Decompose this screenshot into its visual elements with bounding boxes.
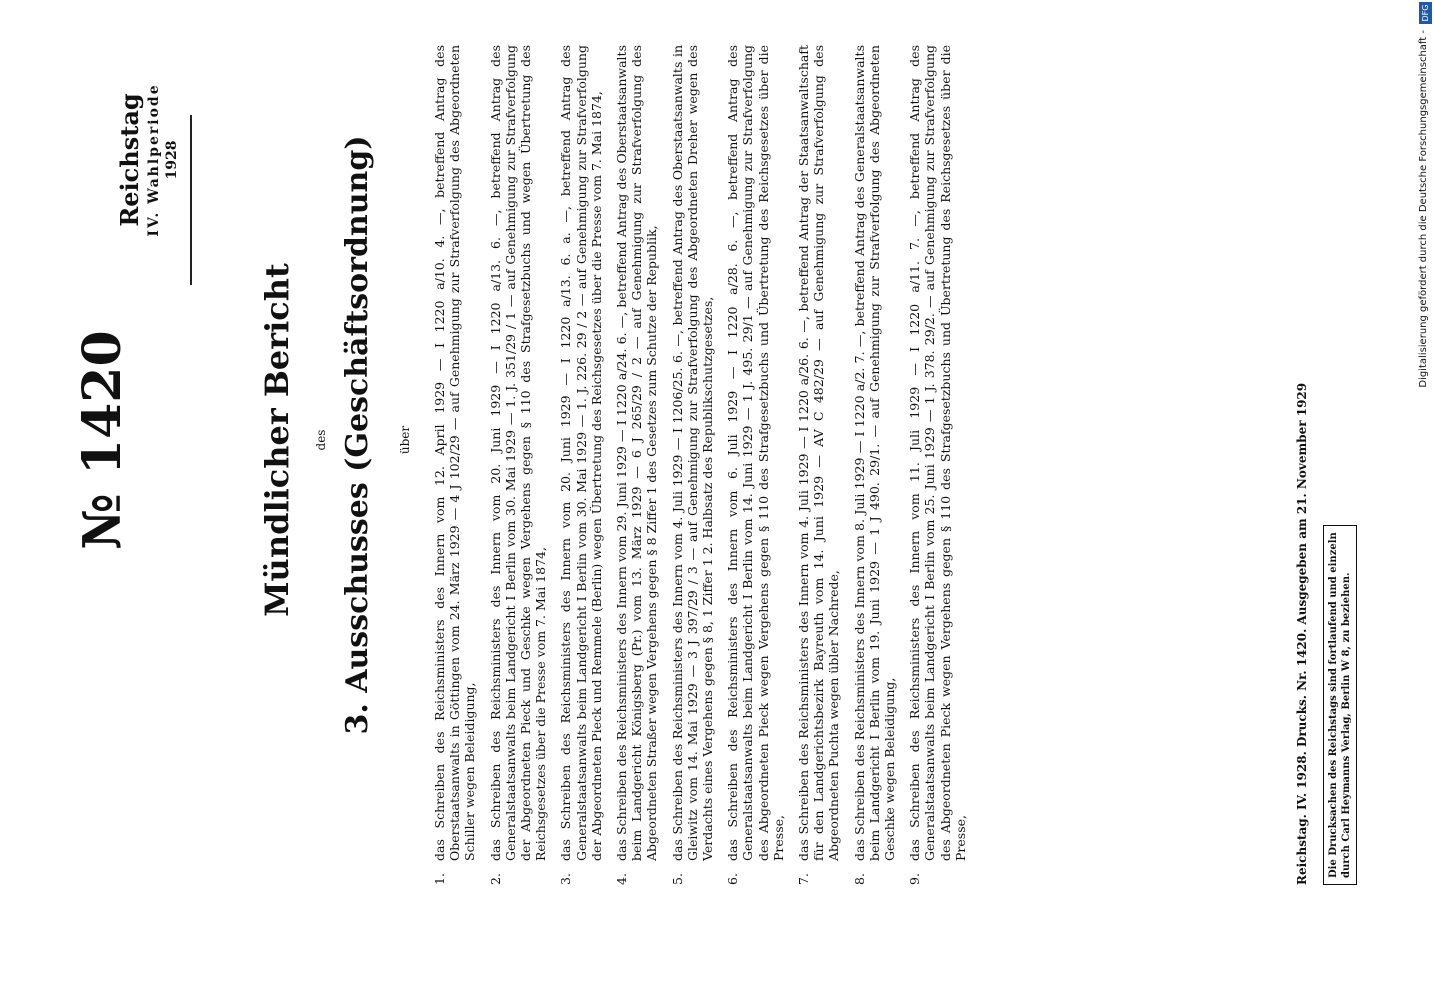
- item-text: das Schreiben des Reichsministers des Innern vom 6. Juli 1929 — I 1220 a/28. 6. —, betreffend Antrag des Generalstaatsanwalts beim Landgericht I Berlin vom 14. Juni 1929 — 1 J. 495. 29/1 — auf Genehmigung zur Strafverfolgung des Abgeordneten Pieck wegen Vergehens gegen § 110 des Strafgesetzbuchs und Übertretung des Reichsgesetzes über die Presse,: [725, 45, 786, 861]
- item-text: das Schreiben des Reichsministers des Innern vom 11. Juli 1929 — I 1220 a/11. 7. —, betreffend Antrag des Generalstaatsanwalts beim Landgericht I Berlin vom 25. Juni 1929 — 1 J. 378. 29/2. — auf Genehmigung zur Strafverfolgung des Abgeordneten Pieck wegen Vergehens gegen § 110 des Strafgesetzbuchs und Übertretung des Reichsgesetzes über die Presse,: [907, 45, 968, 861]
- list-item: [488, 45, 549, 885]
- list-item: [558, 45, 604, 885]
- item-text: das Schreiben des Reichsministers des Innern vom 4. Juli 1929 — I 1206/25. 6. —, betreffend Antrag des Oberstaatsanwalts in Gleiwitz vom 14. Mai 1929 — 3 J 397/29 / 3 — auf Genehmigung zur Strafverfolgung des Abgeordneten Dreher wegen des Verdachts eines Vergehens gegen § 8, 1 Ziffer 1 2. Halbsatz des Republikschutzgesetzes,: [669, 45, 716, 861]
- item-text: das Schreiben des Reichsministers des Innern vom 4. Juli 1929 — I 1220 a/26. 6. —, betreffend Antrag der Staatsanwaltschaft für den Landgerichtsbezirk Bayreuth vom 14. Juni 1929 — AV C 482/29 — auf Genehmigung zur Strafverfolgung des Abgeordneten Puchta wegen übler Nachrede,: [796, 45, 842, 861]
- list-item: [852, 45, 898, 885]
- item-text: das Schreiben des Reichsministers des Innern vom 29. Juni 1929 — I 1220 a/24. 6. —, betreffend Antrag des Oberstaatsanwalts beim Landgericht Königsberg (Pr.) vom 13. März 1929 — 6 J 265/29 / 2 — auf Genehmigung zur Strafverfolgung des Abgeordneten Straßer wegen Vergehens gegen § 8 Ziffer 1 des Gesetzes zum Schutze der Republik,: [614, 45, 660, 861]
- year-label: 1928: [164, 140, 180, 180]
- list-item: [432, 45, 478, 885]
- wahlperiode-label: IV. Wahlperiode: [146, 83, 162, 237]
- item-number: 7.: [796, 873, 812, 885]
- header-rule: [190, 115, 192, 285]
- item-number: 4.: [614, 873, 630, 885]
- ueber-label: über: [398, 425, 412, 455]
- notice-line: Die Drucksachen des Reichstags sind fortlaufend und einzeln: [1328, 532, 1339, 878]
- item-text: das Schreiben des Reichsministers des Innern vom 20. Juni 1929 — I 1220 a/13. 6. a. —, betreffend Antrag des Generalstaatsanwalts beim Landgericht I Berlin vom 30. Mai 1929 — 1. J. 226. 29 / 2 — auf Genehmigung zur Strafverfolgung der Abgeordneten Pieck und Remmele (Berlin) wegen Übertretung des Reichsgesetzes über die Presse vom 7. Mai 1874,: [558, 45, 604, 861]
- list-item: [796, 45, 842, 885]
- item-text: das Schreiben des Reichsministers des Innern vom 12. April 1929 — I 1220 a/10. 4. —, betreffend Antrag des Oberstaatsanwalts in Göttingen vom 24. März 1929 — 4 J 102/29 — auf Genehmigung zur Strafverfolgung des Abgeordneten Schiller wegen Beleidigung,: [432, 45, 478, 861]
- digitization-sidebar: [1417, 0, 1434, 1000]
- document-number: № 1420: [72, 330, 133, 550]
- notice-line: durch Carl Heymanns Verlag, Berlin W 8, zu beziehen.: [1341, 572, 1352, 878]
- imprint-line: Reichstag. IV. 1928. Drucks. Nr. 1420. Ausgegeben am 21. November 1929: [1295, 382, 1309, 885]
- dfg-logo: DFG: [1419, 2, 1432, 24]
- digitization-note: Digitalisierung gefördert durch die Deutsche Forschungsgemeinschaft -: [1418, 30, 1429, 388]
- item-text: das Schreiben des Reichsministers des Innern vom 8. Juli 1929 — I 1220 a/2. 7. —, betreffend Antrag des Generalstaatsanwalts beim Landgericht I Berlin vom 19. Juni 1929 — 1 J 490. 29/1. — auf Genehmigung zur Strafverfolgung des Abgeordneten Geschke wegen Beleidigung,: [851, 45, 898, 861]
- reichstag-label: Reichstag: [115, 93, 144, 227]
- item-number: 6.: [725, 873, 741, 885]
- list-item: [670, 45, 716, 885]
- list-item: [614, 45, 660, 885]
- list-item: [725, 45, 786, 885]
- item-list: [432, 45, 978, 885]
- committee-title: 3. Ausschusses (Geschäftsordnung): [340, 135, 375, 735]
- document-title: Mündlicher Bericht: [258, 263, 296, 617]
- item-number: 5.: [669, 873, 685, 885]
- item-number: 9.: [907, 873, 923, 885]
- item-number: 1.: [432, 873, 447, 885]
- item-text: das Schreiben des Reichsministers des Innern vom 20. Juni 1929 — I 1220 a/13. 6. —, betreffend Antrag des Generalstaatsanwalts beim Landgericht I Berlin vom 30. Mai 1929 — 1. J. 351/29 / 1 — auf Genehmigung zur Strafverfolgung der Abgeordneten Pieck und Geschke wegen Vergehens gegen § 110 des Strafgesetzbuchs und wegen Übertretung des Reichsgesetzes über die Presse vom 7. Mai 1874,: [487, 45, 549, 861]
- distribution-notice: [1323, 525, 1357, 885]
- item-number: 8.: [851, 873, 867, 885]
- list-item: [907, 45, 968, 885]
- item-number: 3.: [558, 873, 574, 885]
- des-label: des: [314, 429, 328, 451]
- item-number: 2.: [487, 873, 503, 885]
- reichstag-header: [115, 60, 180, 260]
